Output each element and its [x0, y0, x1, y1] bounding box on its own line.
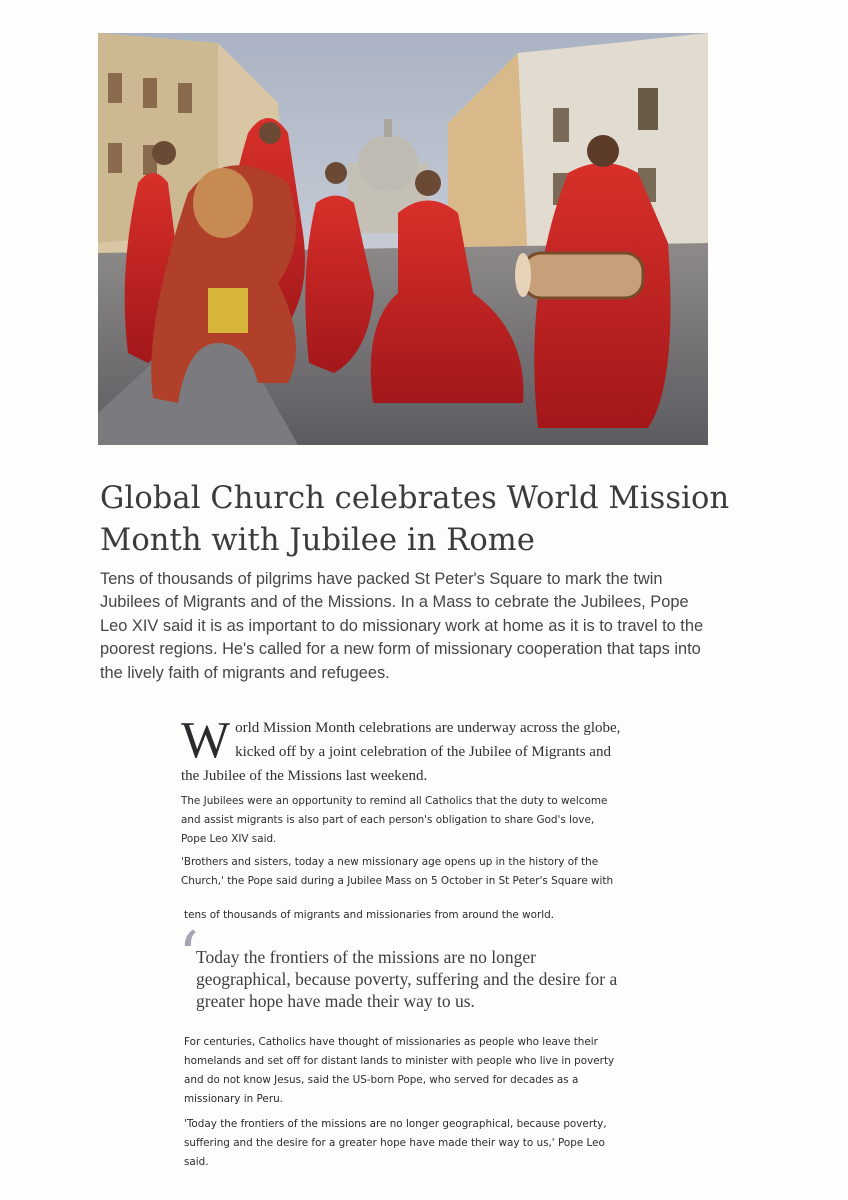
pull-quote-text: Today the frontiers of the missions are no longer geographical, because poverty, suffering and the desire for a greater hope have made their way to us. [196, 947, 618, 1011]
body-paragraph-3: For centuries, Catholics have thought of missionaries as people who leave their homelands and set off for distant lands to minister with people who live in poverty and do not know Jesus, said the US-born Pope, who served for decades as a missionary in Peru. [184, 1036, 615, 1105]
drop-cap: W [181, 712, 231, 769]
body-paragraph-4: 'Today the frontiers of the missions are no longer geographical, because poverty, suffering and the desire for a greater hope have made their way to us,' Pope Leo said. [184, 1118, 607, 1168]
article-standfirst: Tens of thousands of pilgrims have packed St Peter's Square to mark the twin Jubilees of Migrants and of the Missions. In a Mass to cebrate the Jubilees, Pope Leo XIV said it is as important to do missionary work at home as it is to travel to the poorest regions. He's called for a new form of missionary cooperation that taps into the lively faith of migrants and refugees. [100, 570, 704, 682]
article-headline: Global Church celebrates World Mission Month with Jubilee in Rome [100, 481, 730, 558]
lead-paragraph [181, 712, 621, 788]
article-lead [181, 712, 621, 788]
body-paragraph-2: 'Brothers and sisters, today a new missionary age opens up in the history of the Church,' the Pope said during a Jubilee Mass on 5 October in St Peter's Square with [181, 856, 614, 887]
body-paragraph-1: The Jubilees were an opportunity to remind all Catholics that the duty to welcome and assist migrants is also part of each person's obligation to share God's love, Pope Leo XIV said. [181, 795, 608, 845]
body-paragraph-2-continued: tens of thousands of migrants and missionaries from around the world. [184, 909, 555, 921]
photo-illustration [98, 33, 708, 445]
article-photo [98, 33, 708, 445]
lead-text: orld Mission Month celebrations are underway across the globe, kicked off by a joint celebration of the Jubilee of Migrants and the Jubilee of the Missions last weekend. [181, 720, 621, 784]
quote-mark-icon: ‘ [178, 918, 199, 995]
